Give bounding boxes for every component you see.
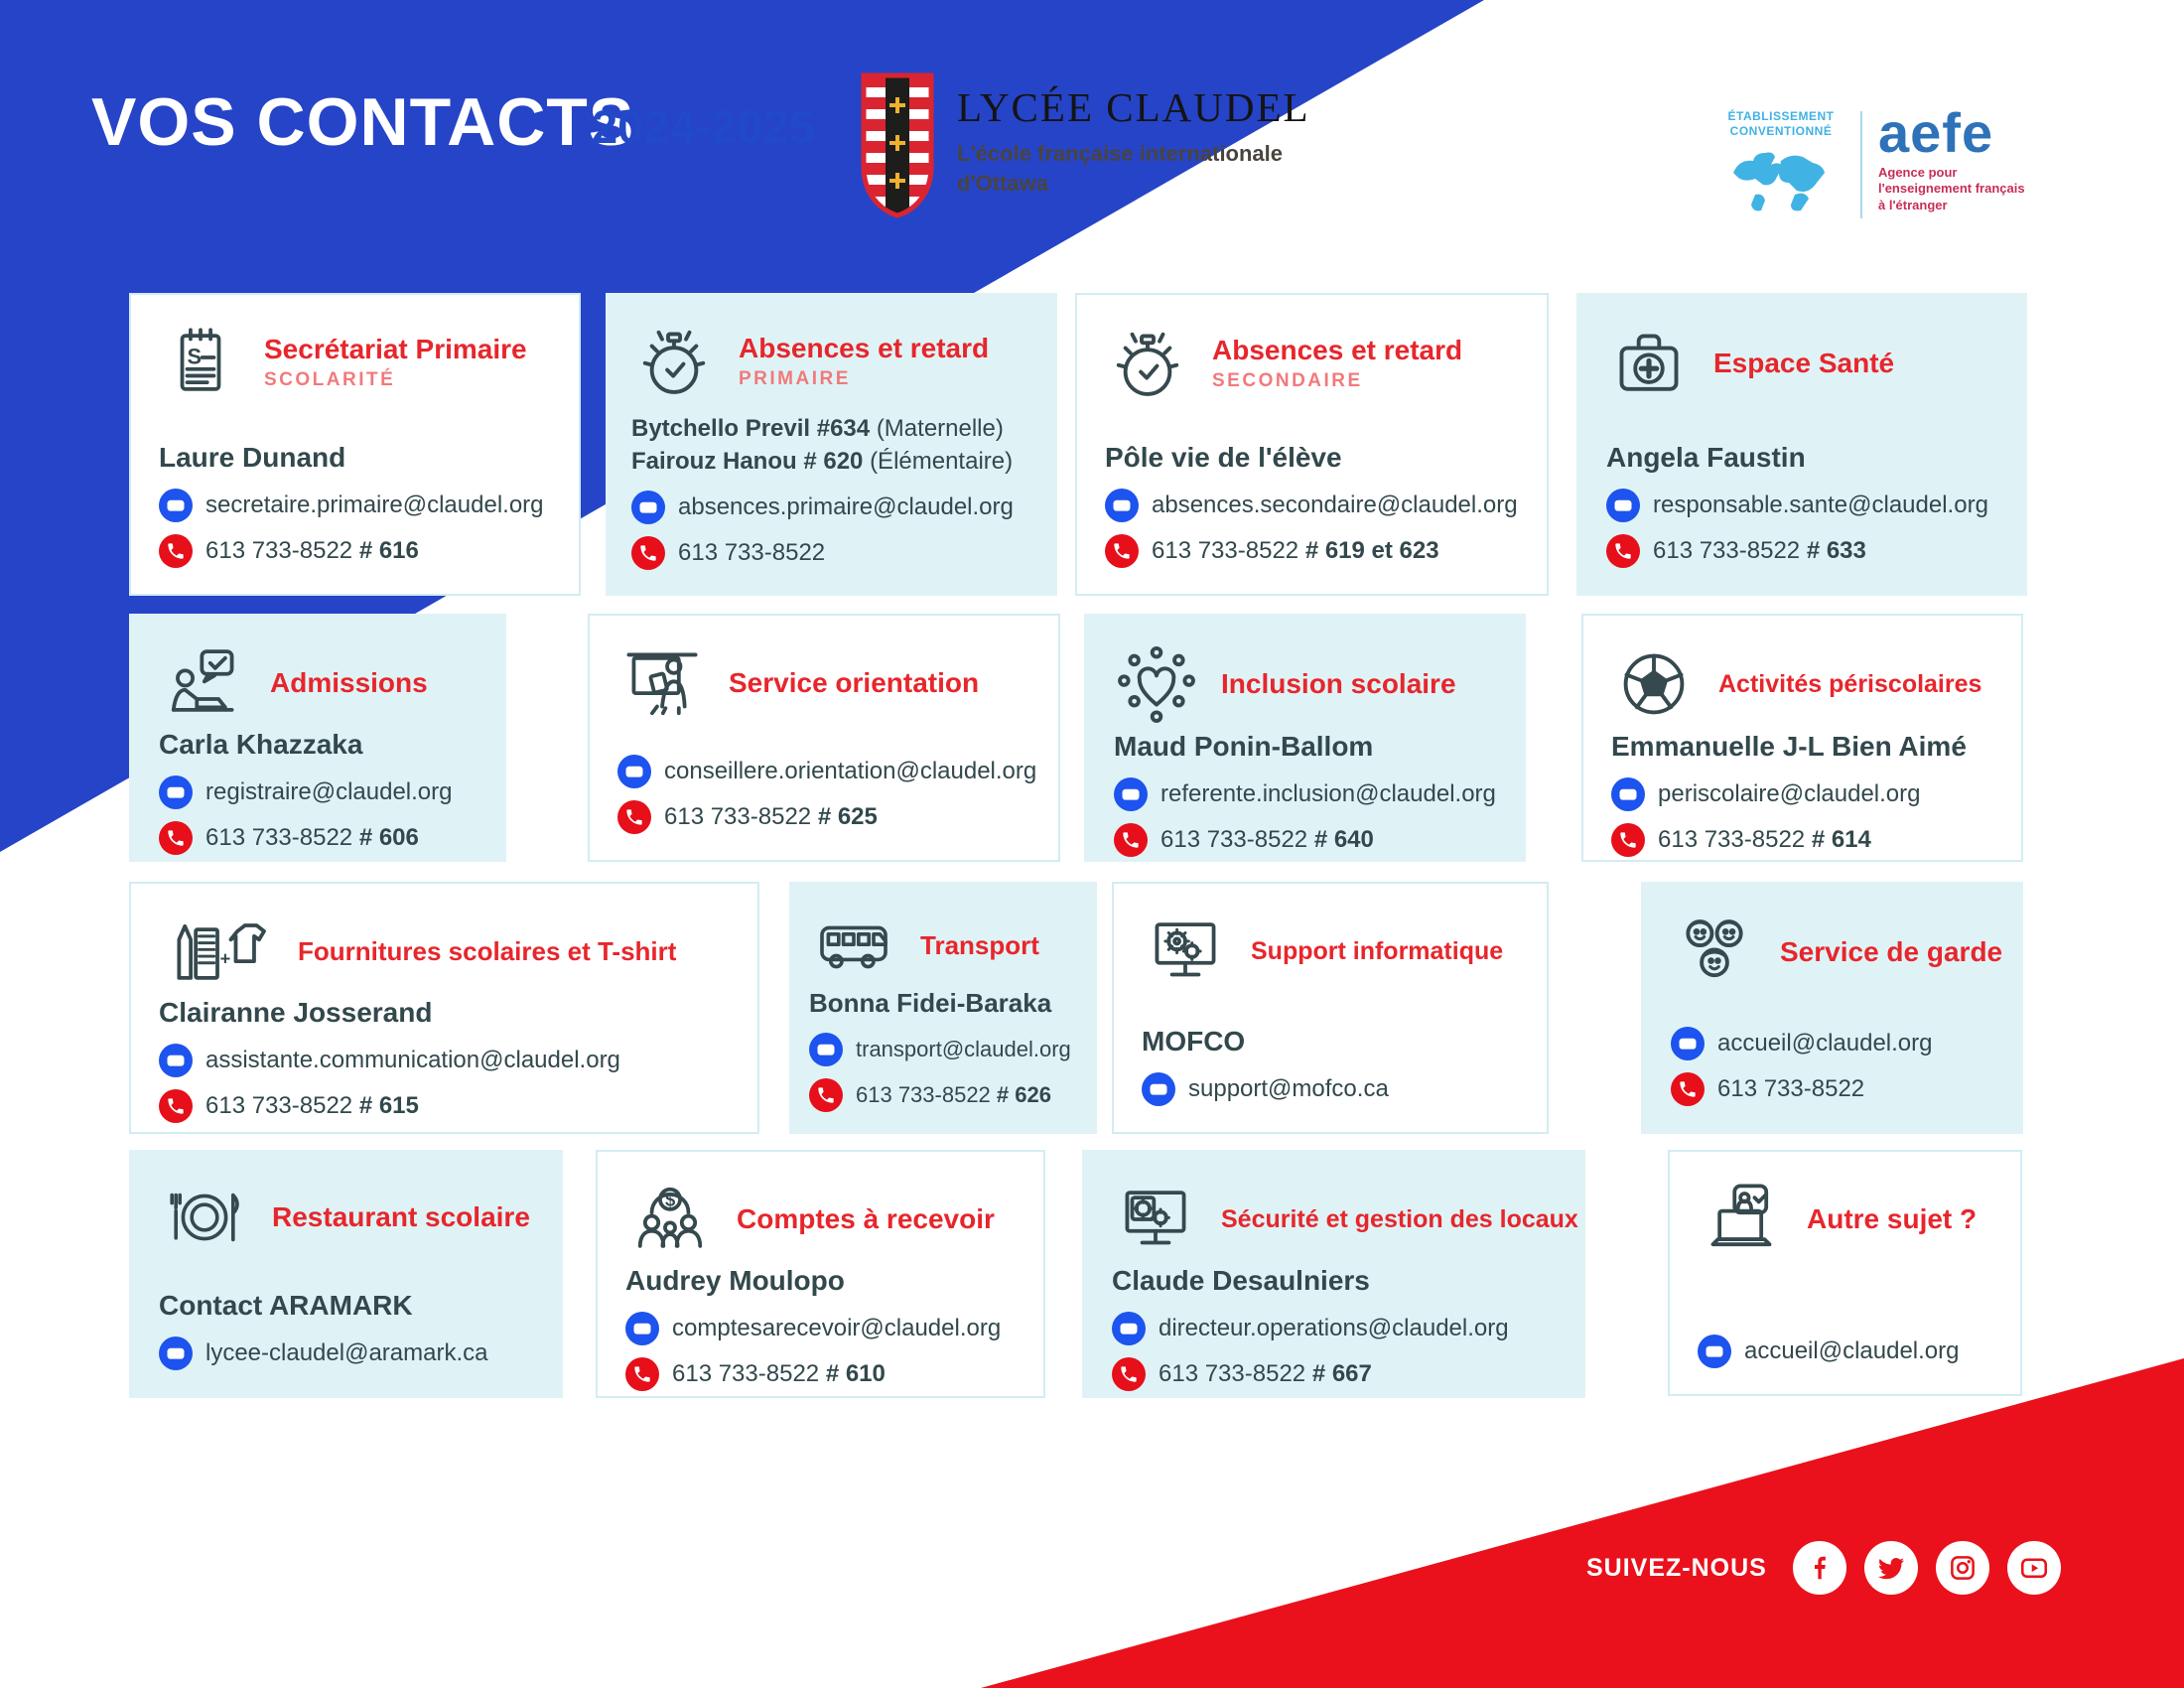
- phone-number: 613 733-8522 # 640: [1160, 826, 1374, 854]
- email-icon: [1606, 489, 1640, 522]
- card-title: Espace Santé: [1713, 348, 1895, 378]
- email-address[interactable]: referente.inclusion@claudel.org: [1160, 780, 1496, 808]
- email-address[interactable]: comptesarecevoir@claudel.org: [672, 1315, 1002, 1342]
- card-title: Service orientation: [729, 667, 980, 698]
- contact-name: Claude Desaulniers: [1112, 1265, 1370, 1296]
- orientation-icon: [617, 641, 707, 725]
- phone-extension: # 626: [996, 1082, 1051, 1108]
- phone-row: [625, 1357, 1016, 1391]
- card-title: Autre sujet ?: [1807, 1203, 1978, 1234]
- svg-text:S: S: [187, 344, 203, 369]
- phone-extension: # 640: [1313, 826, 1374, 854]
- card-names: [1606, 438, 1997, 477]
- contact-name: Contact ARAMARK: [159, 1289, 413, 1321]
- card-title: Inclusion scolaire: [1221, 668, 1456, 699]
- card-subtitle: SECONDAIRE: [1212, 370, 1363, 391]
- email-address[interactable]: directeur.operations@claudel.org: [1159, 1315, 1509, 1342]
- phone-extension: # 610: [825, 1360, 886, 1388]
- phone-row: [631, 536, 1031, 570]
- inclusion-icon: [1114, 641, 1199, 727]
- aefe-tagline-3: à l'étranger: [1878, 198, 1948, 213]
- card-subtitle: PRIMAIRE: [739, 368, 851, 389]
- card-names: [1611, 727, 1993, 766]
- contact-name: Maud Ponin-Ballom: [1114, 731, 1374, 762]
- email-row: [625, 1312, 1016, 1345]
- card-names: [1142, 1022, 1519, 1060]
- card-title: Support informatique: [1251, 936, 1504, 965]
- card-names: [1105, 438, 1519, 477]
- phone-extension: # 625: [817, 803, 878, 830]
- email-icon: [1142, 1072, 1175, 1106]
- contact-card: [1668, 1150, 2022, 1396]
- email-icon: [1611, 777, 1645, 811]
- card-title: Transport: [920, 929, 1039, 960]
- laptop-chat-icon: [1698, 1178, 1785, 1261]
- phone-icon: [1611, 823, 1645, 857]
- school-subtitle-2: d'Ottawa: [957, 170, 1049, 196]
- card-names: [625, 1261, 1016, 1300]
- email-icon: [1671, 1027, 1705, 1060]
- email-row: [1611, 777, 1993, 811]
- phone-row: [1606, 534, 1997, 568]
- notepad-icon: [159, 321, 242, 404]
- school-name: LYCÉE CLAUDEL: [957, 84, 1310, 130]
- email-icon: [159, 1044, 193, 1077]
- email-row: [1112, 1312, 1556, 1345]
- phone-extension: # 616: [358, 537, 419, 564]
- card-title: Service de garde: [1780, 936, 2003, 967]
- contact-card: [1641, 882, 2023, 1134]
- card-names: [1114, 727, 1496, 766]
- contact-card: [129, 614, 506, 862]
- contact-name: Emmanuelle J-L Bien Aimé: [1611, 731, 1967, 762]
- card-names: [159, 438, 551, 477]
- contact-name-note: (Maternelle): [876, 414, 1004, 442]
- card-title: Fournitures scolaires et T-shirt: [298, 935, 677, 966]
- card-names: [631, 412, 1031, 479]
- youtube-icon[interactable]: [2007, 1541, 2061, 1595]
- twitter-icon[interactable]: [1864, 1541, 1918, 1595]
- phone-icon: [159, 1089, 193, 1123]
- contact-card: [596, 1150, 1045, 1398]
- email-row: [1698, 1335, 1992, 1368]
- stopwatch-icon: [631, 319, 717, 404]
- phone-row: [159, 534, 551, 568]
- admissions-icon: [159, 641, 248, 725]
- phone-row: [1105, 534, 1519, 568]
- card-title: Absences et retard: [739, 333, 990, 363]
- phone-number: 613 733-8522 # 626: [856, 1082, 1051, 1108]
- supplies-tshirt-icon: [159, 910, 276, 993]
- phone-icon: [1114, 823, 1148, 857]
- phone-extension: # 614: [1811, 826, 1871, 854]
- aefe-logo: [1717, 101, 2025, 221]
- contact-card: [129, 1150, 563, 1398]
- follow-label: SUIVEZ-NOUS: [1586, 1553, 1767, 1582]
- world-map-icon: [1725, 204, 1837, 220]
- email-icon: [809, 1033, 843, 1066]
- contact-name: Bonna Fidei-Baraka: [809, 988, 1052, 1018]
- facebook-icon[interactable]: [1793, 1541, 1846, 1595]
- email-address[interactable]: accueil@claudel.org: [1717, 1030, 1933, 1056]
- email-icon: [1112, 1312, 1146, 1345]
- phone-icon: [1112, 1357, 1146, 1391]
- card-title: Restaurant scolaire: [272, 1201, 530, 1232]
- email-address[interactable]: lycee-claudel@aramark.ca: [205, 1339, 488, 1366]
- contact-card: [606, 293, 1057, 596]
- phone-row: [1611, 823, 1993, 857]
- phone-number: 613 733-8522 # 633: [1653, 537, 1866, 564]
- email-address[interactable]: absences.secondaire@claudel.org: [1152, 492, 1518, 518]
- contact-name: Carla Khazzaka: [159, 729, 363, 760]
- accounts-icon: [625, 1178, 715, 1261]
- email-icon: [159, 775, 193, 809]
- email-address[interactable]: registraire@claudel.org: [205, 778, 453, 806]
- email-row: [159, 1044, 730, 1077]
- contact-card: [789, 882, 1097, 1134]
- restaurant-icon: [159, 1178, 250, 1257]
- card-names: [159, 725, 477, 764]
- email-icon: [617, 755, 651, 788]
- phone-number: 613 733-8522 # 606: [205, 824, 419, 852]
- card-subtitle: SCOLARITÉ: [264, 369, 396, 390]
- page-title: VOS CONTACTS: [91, 83, 635, 160]
- email-row: [1671, 1027, 1993, 1060]
- email-icon: [159, 489, 193, 522]
- phone-extension: # 619 et 623: [1304, 537, 1439, 564]
- card-title: Comptes à recevoir: [737, 1203, 995, 1234]
- email-address[interactable]: periscolaire@claudel.org: [1658, 780, 1921, 808]
- email-address[interactable]: absences.primaire@claudel.org: [678, 493, 1014, 520]
- contact-card: [1084, 614, 1526, 862]
- contact-card: [1082, 1150, 1585, 1398]
- phone-number: 613 733-8522 # 667: [1159, 1360, 1372, 1388]
- email-address[interactable]: assistante.communication@claudel.org: [205, 1047, 620, 1074]
- security-monitor-icon: [1112, 1178, 1199, 1261]
- firstaid-icon: [1606, 321, 1692, 406]
- phone-icon: [159, 534, 193, 568]
- phone-icon: [1105, 534, 1139, 568]
- soccer-ball-icon: [1611, 641, 1697, 727]
- phone-number: 613 733-8522: [1717, 1075, 1865, 1102]
- phone-row: [617, 800, 1030, 834]
- contact-card: [129, 293, 581, 596]
- card-names: [1112, 1261, 1556, 1300]
- children-icon: [1671, 910, 1758, 995]
- email-address[interactable]: support@mofco.ca: [1188, 1075, 1389, 1102]
- card-names: [159, 1286, 533, 1325]
- phone-icon: [159, 821, 193, 855]
- phone-icon: [625, 1357, 659, 1391]
- card-title: Admissions: [270, 667, 428, 698]
- contact-name: Audrey Moulopo: [625, 1265, 845, 1296]
- contact-card: [1112, 882, 1549, 1134]
- aefe-tagline-2: l'enseignement français: [1878, 181, 2025, 197]
- phone-icon: [631, 536, 665, 570]
- phone-number: 613 733-8522 # 619 et 623: [1152, 537, 1439, 564]
- email-row: [1105, 489, 1519, 522]
- email-row: [617, 755, 1037, 788]
- phone-number: 613 733-8522: [678, 539, 826, 566]
- phone-extension: # 633: [1806, 537, 1866, 564]
- school-logo: [860, 71, 1310, 223]
- email-address[interactable]: responsable.sante@claudel.org: [1653, 492, 1988, 518]
- phone-row: [809, 1078, 1077, 1112]
- aefe-badge-line1: ÉTABLISSEMENT: [1727, 109, 1835, 123]
- school-crest-icon: [860, 71, 935, 223]
- contact-name: Laure Dunand: [159, 441, 346, 473]
- aefe-wordmark: aefe: [1878, 101, 1994, 164]
- contact-card: [1581, 614, 2023, 862]
- school-subtitle-1: L'école française internationale: [957, 141, 1284, 166]
- instagram-icon[interactable]: [1936, 1541, 1989, 1595]
- svg-text:+: +: [219, 947, 231, 969]
- phone-extension: # 606: [358, 824, 419, 852]
- phone-number: 613 733-8522 # 610: [672, 1360, 886, 1388]
- contact-card: [129, 882, 759, 1134]
- contact-name: Pôle vie de l'élève: [1105, 441, 1342, 473]
- phone-number: 613 733-8522 # 615: [205, 1092, 419, 1120]
- card-title: Sécurité et gestion des locaux: [1221, 1204, 1578, 1233]
- phone-extension: # 615: [358, 1092, 419, 1120]
- school-year: 2024-2025: [592, 100, 815, 153]
- phone-number: 613 733-8522 # 625: [664, 803, 878, 830]
- aefe-tagline-1: Agence pour: [1878, 164, 1958, 180]
- contact-name: Fairouz Hanou # 620 (Élémentaire): [631, 448, 1014, 476]
- contact-card: [1075, 293, 1549, 596]
- card-names: [809, 985, 1077, 1021]
- phone-number: 613 733-8522 # 616: [205, 537, 419, 564]
- card-names: [159, 993, 730, 1032]
- email-row: [159, 775, 477, 809]
- aefe-badge-line2: CONVENTIONNÉ: [1729, 124, 1833, 138]
- phone-row: [1112, 1357, 1556, 1391]
- phone-icon: [1671, 1072, 1705, 1106]
- contact-name: Bytchello Previl #634 (Maternelle): [631, 414, 1004, 442]
- phone-icon: [1606, 534, 1640, 568]
- phone-row: [159, 821, 477, 855]
- email-address[interactable]: transport@claudel.org: [856, 1037, 1071, 1062]
- phone-icon: [617, 800, 651, 834]
- email-icon: [1698, 1335, 1731, 1368]
- email-row: [631, 491, 1031, 524]
- email-row: [159, 1336, 533, 1370]
- phone-number: 613 733-8522 # 614: [1658, 826, 1871, 854]
- email-icon: [1105, 489, 1139, 522]
- card-title: Absences et retard: [1212, 335, 1463, 365]
- svg-text:$: $: [664, 1189, 676, 1210]
- email-address[interactable]: conseillere.orientation@claudel.org: [664, 758, 1037, 784]
- phone-icon: [809, 1078, 843, 1112]
- aefe-divider: [1860, 111, 1862, 218]
- monitor-gears-icon: [1142, 910, 1229, 993]
- email-row: [1114, 777, 1496, 811]
- contact-name: Clairanne Josserand: [159, 997, 433, 1028]
- phone-row: [159, 1089, 730, 1123]
- phone-extension: # 667: [1311, 1360, 1372, 1388]
- email-icon: [1114, 777, 1148, 811]
- contact-card: [588, 614, 1060, 862]
- contact-card: [1576, 293, 2027, 596]
- contact-name: Angela Faustin: [1606, 441, 1806, 473]
- bus-icon: [809, 906, 898, 985]
- contact-name-note: (Élémentaire): [870, 448, 1014, 476]
- card-title: Secrétariat Primaire: [264, 334, 527, 364]
- card-title: Activités périscolaires: [1718, 669, 1982, 698]
- email-icon: [159, 1336, 193, 1370]
- phone-row: [1114, 823, 1496, 857]
- email-address[interactable]: secretaire.primaire@claudel.org: [205, 492, 544, 518]
- email-row: [809, 1033, 1077, 1066]
- phone-row: [1671, 1072, 1993, 1106]
- email-row: [1606, 489, 1997, 522]
- social-icons: [1793, 1541, 2061, 1595]
- email-icon: [625, 1312, 659, 1345]
- email-row: [159, 489, 551, 522]
- contact-name: MOFCO: [1142, 1025, 1246, 1056]
- follow-bar: [1586, 1541, 2061, 1595]
- stopwatch-icon: [1105, 321, 1190, 406]
- email-row: [1142, 1072, 1519, 1106]
- email-address[interactable]: accueil@claudel.org: [1744, 1337, 1960, 1364]
- email-icon: [631, 491, 665, 524]
